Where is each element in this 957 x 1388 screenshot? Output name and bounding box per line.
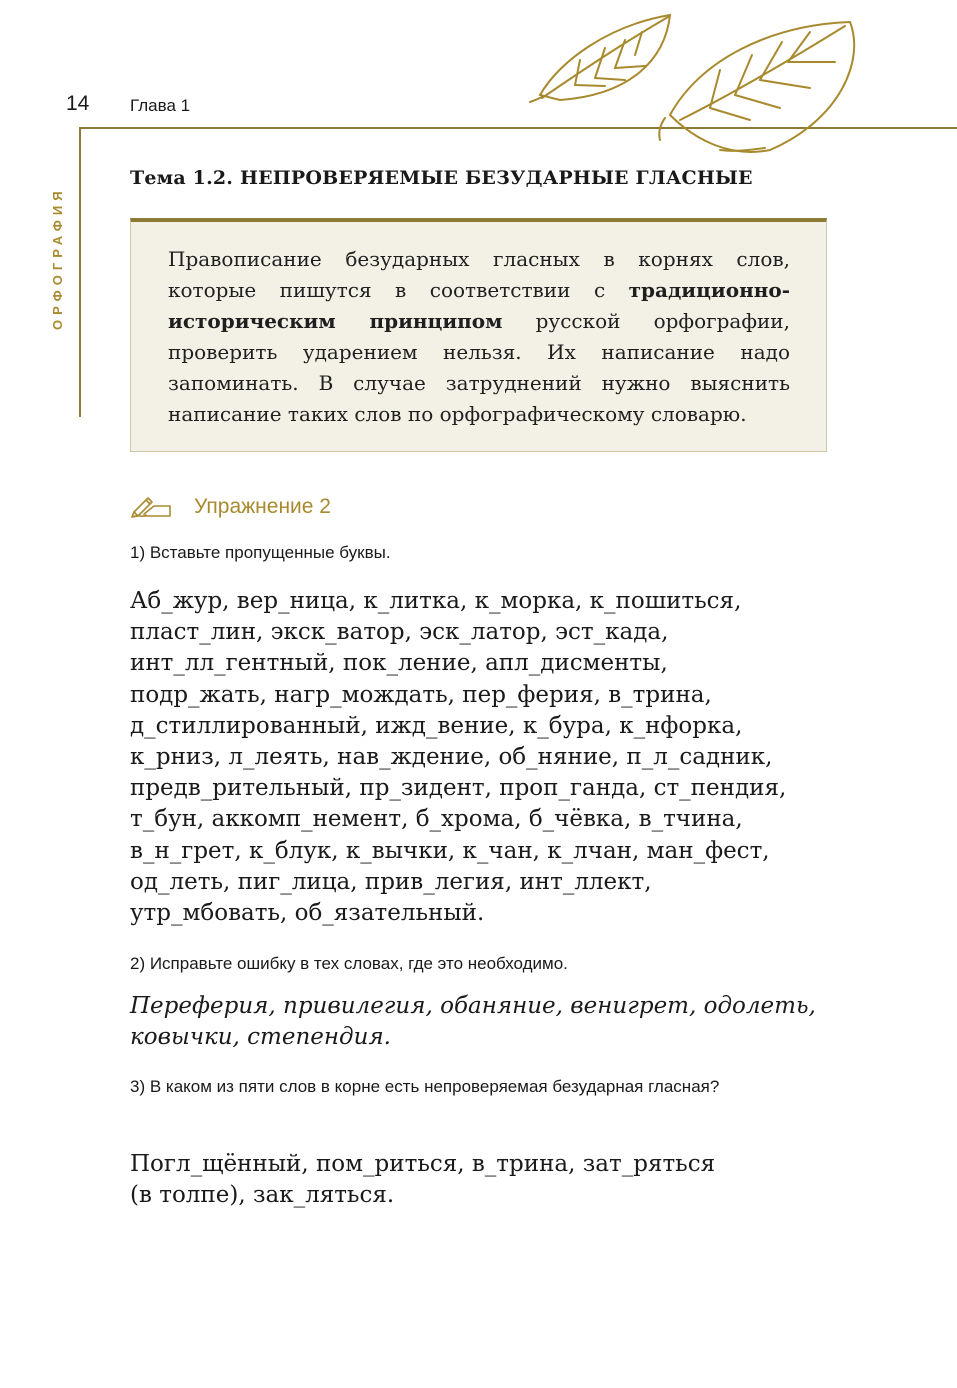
word-line: Переферия, привилегия, обаняние, венигрет, одолеть, — [130, 993, 816, 1019]
rule-text-bold: традиционно-историческим принципом — [168, 278, 790, 333]
rule-text — [168, 244, 790, 430]
word-line: инт_лл_гентный, пок_ление, апл_дисменты, — [130, 650, 668, 677]
task-1-words — [130, 586, 830, 929]
word-line: д_стиллированный, ижд_вение, к_бура, к_нфорка, — [130, 712, 743, 739]
word-line: Погл_щённый, пом_риться, в_трина, зат_ряться — [130, 1151, 716, 1177]
exercise-title: Упражнение 2 — [194, 495, 331, 518]
page-number: 14 — [66, 92, 90, 115]
topic-title: Тема 1.2. НЕПРОВЕРЯЕМЫЕ БЕЗУДАРНЫЕ ГЛАСНЫЕ — [130, 167, 753, 189]
word-line: подр_жать, нагр_мождать, пер_ферия, в_трина, — [130, 681, 712, 708]
task-2-words — [130, 991, 830, 1053]
task-2-instruction: 2) Исправьте ошибку в тех словах, где это необходимо. — [130, 954, 568, 973]
chapter-label: Глава 1 — [130, 96, 191, 115]
word-line: Аб_жур, вер_ница, к_литка, к_морка, к_пошиться, — [130, 588, 742, 614]
word-line: ковычки, степендия. — [130, 1024, 391, 1051]
word-line: пласт_лин, экск_ватор, эск_латор, эст_када, — [130, 619, 669, 646]
side-rule — [79, 127, 81, 417]
leaves-illustration-icon — [520, 0, 957, 170]
rule-text-part2: русской орфографии, проверить ударением нельзя. Их написание надо запоминать. В случае затруднений нужно выяснить написание таких слов по орфографическому словарю. — [168, 309, 790, 426]
word-line: в_н_грет, к_блук, к_вычки, к_чан, к_лчан, ман_фест, — [130, 837, 770, 864]
word-line: од_леть, пиг_лица, прив_легия, инт_ллект, — [130, 868, 652, 895]
word-line: к_рниз, л_леять, нав_ждение, об_няние, п_л_садник, — [130, 744, 773, 771]
rule-box — [130, 218, 827, 452]
task-3-words — [130, 1149, 830, 1211]
word-line: (в толпе), зак_ляться. — [130, 1182, 395, 1209]
word-line: утр_мбовать, об_язательный. — [130, 900, 485, 927]
task-1-instruction: 1) Вставьте пропущенные буквы. — [130, 543, 391, 562]
section-side-label: ОРФОГРАФИЯ — [50, 186, 65, 330]
pen-writing-icon — [130, 492, 174, 518]
task-3-instruction: 3) В каком из пяти слов в корне есть непроверяемая безударная гласная? — [130, 1077, 720, 1096]
rule-text-part1: Правописание безударных гласных в корнях слов, которые пишутся в соответствии с — [168, 247, 790, 302]
word-line: т_бун, аккомп_немент, б_хрома, б_чёвка, в_тчина, — [130, 806, 743, 833]
word-line: предв_рительный, пр_зидент, проп_ганда, ст_пендия, — [130, 775, 787, 802]
